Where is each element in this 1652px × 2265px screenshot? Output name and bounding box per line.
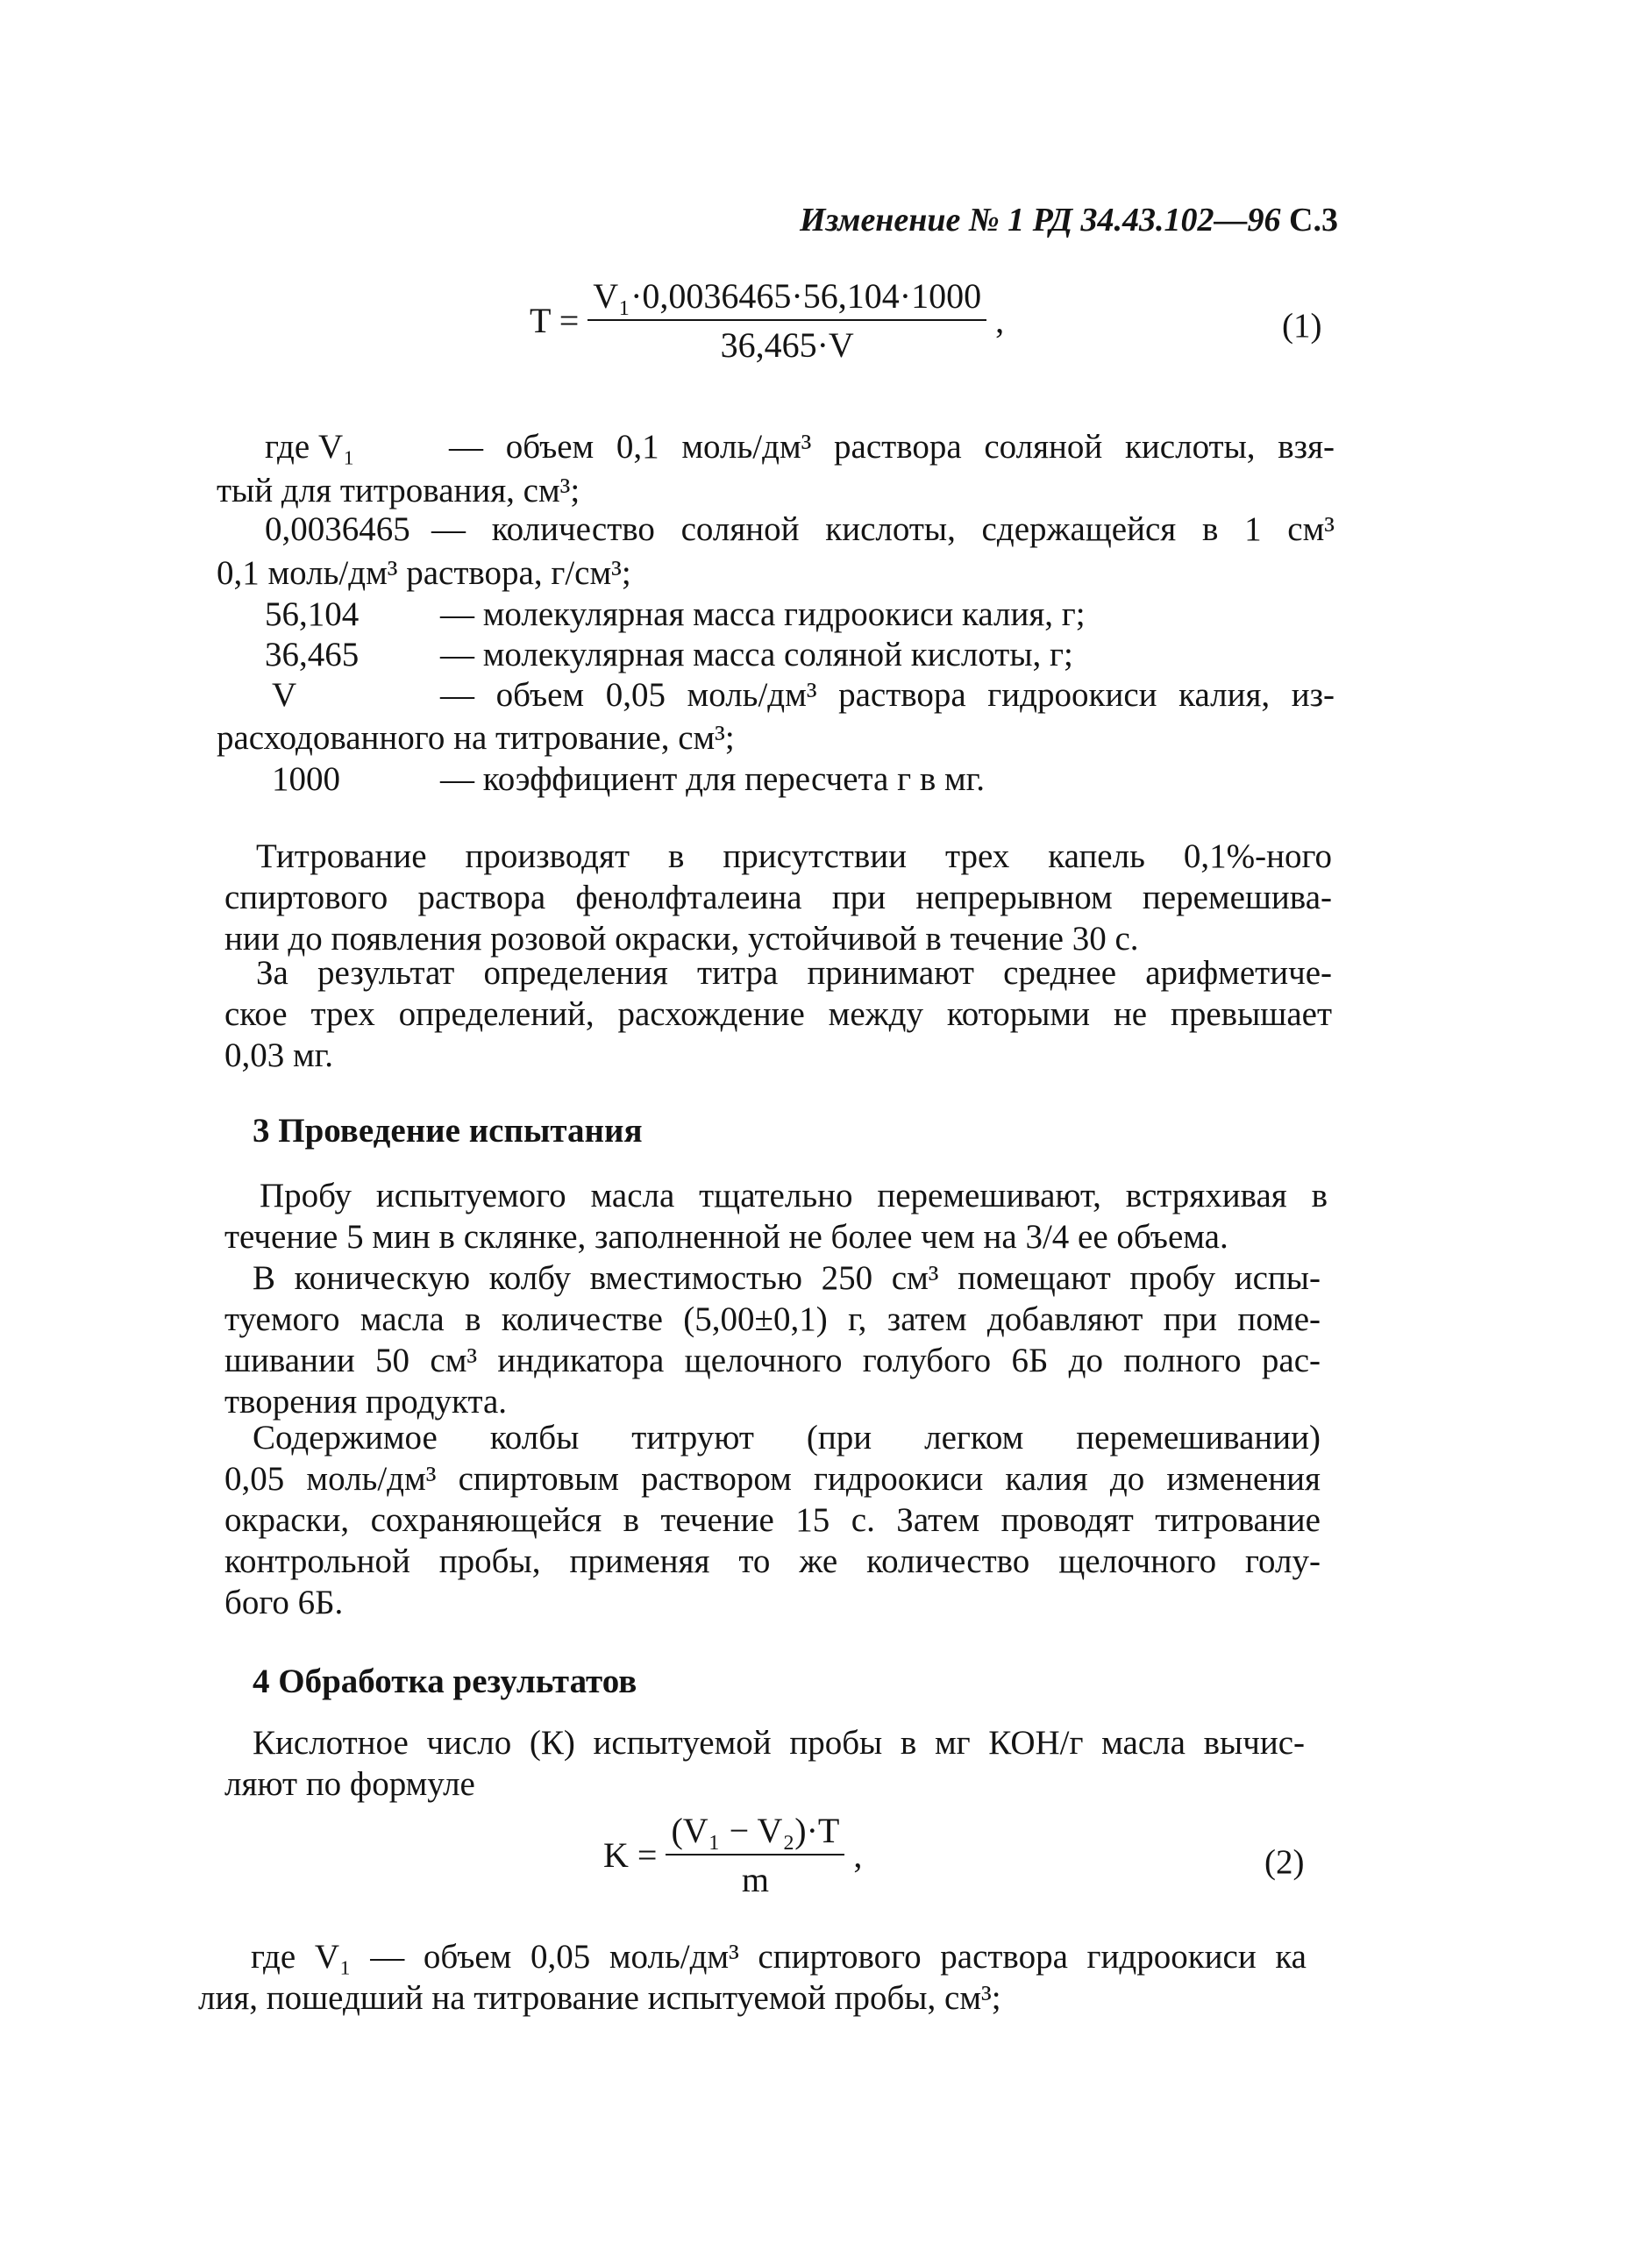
section-4-paragraph-1 bbox=[224, 1726, 1305, 1808]
formula-2 bbox=[603, 1813, 862, 1898]
paragraph-line: Содержимое колбы титруют (при легком перемешивании) bbox=[253, 1419, 1321, 1457]
legend-1-def-1000: — коэффициент для пересчета г в мг. bbox=[440, 760, 986, 798]
formula-2-fraction bbox=[666, 1813, 844, 1898]
legend-1-term-v: V bbox=[272, 676, 297, 714]
formula-2-lhs: K = bbox=[603, 1835, 658, 1875]
legend-1-term-56-104: 56,104 bbox=[265, 595, 360, 633]
paragraph-titration bbox=[224, 839, 1332, 963]
legend-1-def-56-104: — молекулярная масса гидроокиси калия, г; bbox=[440, 595, 1086, 633]
formula-1-lhs: T = bbox=[530, 301, 580, 340]
paragraph-line: 0,03 мг. bbox=[224, 1036, 334, 1074]
paragraph-line: ляют по формуле bbox=[224, 1765, 475, 1803]
legend-1-term-v1: где V₁ bbox=[265, 428, 355, 466]
legend-1-term-1000: 1000 bbox=[272, 760, 340, 798]
header-page-number: С.3 bbox=[1289, 202, 1338, 239]
paragraph-line: лия, пошедший на титрование испытуемой пробы, см³; bbox=[198, 1979, 1001, 2017]
paragraph-line: ское трех определений, расхождение между которыми не превышает bbox=[224, 995, 1332, 1033]
formula-2-tail: , bbox=[853, 1835, 863, 1875]
paragraph-line: спиртового раствора фенолфталеина при непрерывном перемешива- bbox=[224, 879, 1332, 916]
legend-1-cont-0-0036465: 0,1 моль/дм³ раствора, г/см³; bbox=[217, 554, 631, 592]
legend-2 bbox=[198, 1940, 1307, 2022]
paragraph-line: где V₁ — объем 0,05 моль/дм³ спиртового раствора гидроокиси ка bbox=[251, 1938, 1307, 1976]
legend-1-term-36-465: 36,465 bbox=[265, 636, 360, 673]
legend-1-cont-v: расходованного на титрование, см³; bbox=[217, 719, 735, 757]
legend-1-def-0-0036465: — количество соляной кислоты, сдержащейся в 1 см³ bbox=[431, 510, 1335, 548]
legend-1-def-v: — объем 0,05 моль/дм³ раствора гидроокиси калия, из- bbox=[440, 676, 1335, 714]
section-3-paragraph-3 bbox=[224, 1421, 1321, 1627]
section-3-heading: 3 Проведение испытания bbox=[253, 1112, 643, 1150]
paragraph-line: бого 6Б. bbox=[224, 1584, 344, 1621]
legend-1-def-v1: — объем 0,1 моль/дм³ раствора соляной кислоты, взя- bbox=[449, 428, 1335, 466]
paragraph-line: 0,05 моль/дм³ спиртовым раствором гидроокиси калия до изменения bbox=[224, 1460, 1321, 1498]
paragraph-line: контрольной пробы, применяя то же количество щелочного голу- bbox=[224, 1542, 1321, 1580]
paragraph-line: окраски, сохраняющейся в течение 15 с. Затем проводят титрование bbox=[224, 1501, 1321, 1539]
paragraph-line: В коническую колбу вместимостью 250 см³ помещают пробу испы- bbox=[253, 1259, 1321, 1297]
page-header bbox=[800, 203, 1338, 237]
paragraph-line: течение 5 мин в склянке, заполненной не более чем на 3/4 ее объема. bbox=[224, 1218, 1228, 1256]
paragraph-line: нии до появления розовой окраски, устойчивой в течение 30 с. bbox=[224, 920, 1139, 958]
legend-1-cont-v1: тый для титрования, см³; bbox=[217, 472, 580, 509]
formula-1-fraction bbox=[587, 276, 986, 365]
formula-2-number: (2) bbox=[1264, 1843, 1305, 1881]
paragraph-line: Титрование производят в присутствии трех капель 0,1%-ного bbox=[256, 837, 1332, 875]
formula-1 bbox=[530, 276, 1005, 365]
paragraph-result bbox=[224, 956, 1332, 1079]
formula-1-numerator: V₁·0,0036465·56,104·1000 bbox=[587, 279, 986, 321]
formula-2-denominator: m bbox=[741, 1860, 769, 1899]
formula-2-numerator: (V₁ − V₂)·T bbox=[666, 1813, 844, 1855]
paragraph-line: творения продукта. bbox=[224, 1383, 508, 1421]
section-3-paragraph-1 bbox=[224, 1179, 1328, 1261]
paragraph-line: За результат определения титра принимают среднее арифметиче- bbox=[256, 954, 1332, 992]
formula-1-denominator: 36,465·V bbox=[720, 325, 854, 365]
formula-1-number: (1) bbox=[1282, 307, 1322, 345]
legend-1-def-36-465: — молекулярная масса соляной кислоты, г; bbox=[440, 636, 1073, 673]
paragraph-line: Пробу испытуемого масла тщательно перемешивают, встряхивая в bbox=[260, 1177, 1328, 1214]
header-title: Изменение № 1 РД 34.43.102—96 bbox=[799, 202, 1281, 239]
formula-1-tail: , bbox=[995, 301, 1005, 340]
legend-1-term-0-0036465: 0,0036465 bbox=[265, 510, 410, 548]
section-4-heading: 4 Обработка результатов bbox=[253, 1663, 637, 1700]
paragraph-line: туемого масла в количестве (5,00±0,1) г, затем добавляют при поме- bbox=[224, 1300, 1321, 1338]
paragraph-line: шивании 50 см³ индикатора щелочного голубого 6Б до полного рас- bbox=[224, 1342, 1321, 1379]
paragraph-line: Кислотное число (К) испытуемой пробы в мг КОН/г масла вычис- bbox=[253, 1724, 1305, 1762]
section-3-paragraph-2 bbox=[224, 1261, 1321, 1426]
